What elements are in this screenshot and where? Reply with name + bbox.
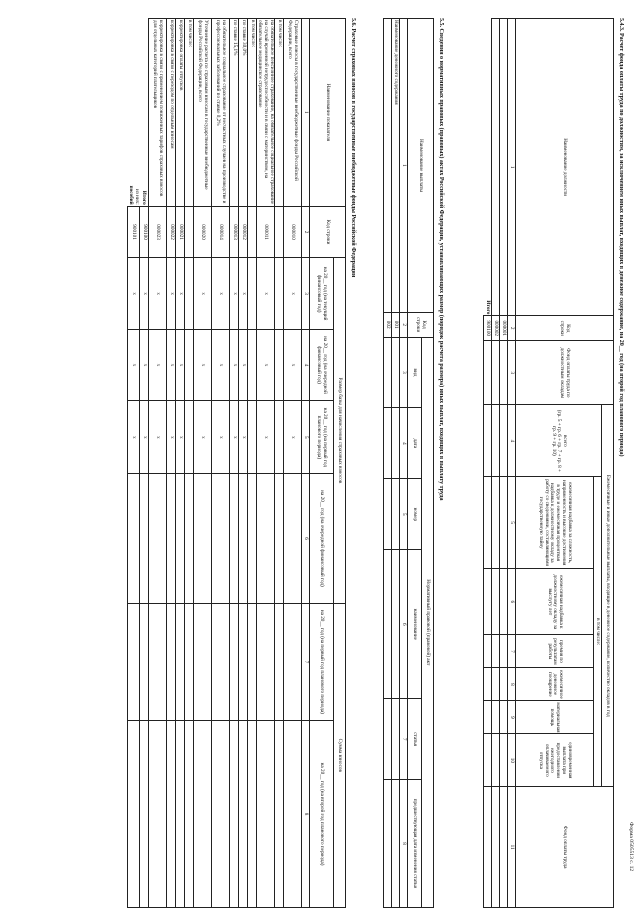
row-code [247,206,256,258]
row-name: корректировка в связи с применением пониженных тарифов страховых взносов для отдельных категорий плательщиков [148,19,166,207]
col-total [516,405,602,477]
row-name: в том числе: [247,19,256,207]
row-name: на обязательное пенсионное страхование, на обязательное социальное страхование на случай временной нетрудоспособности и в связи с материнством, на обязательное медицинское страхование [256,19,274,207]
subcol-title: наименование [408,550,422,699]
cell [392,479,400,550]
colnum: 1 [302,19,310,207]
colnum: 7 [400,699,408,780]
subcol-prior-change-date: предшествующая дата изменения статьи [408,780,422,908]
subcol-next-year-2: на 20__ год (на очередной финансовый год) [310,474,334,603]
value-cell [275,603,284,720]
value-cell: x [211,258,229,329]
value-cell [247,474,256,603]
subcol-plan-year-1: на 20__ год (на первый год планового периода) [310,401,334,474]
value-cell [127,474,139,603]
row-code: 000010 [284,206,302,258]
colnum: 3 [302,258,310,329]
table-row [247,19,256,908]
table-row [256,19,274,908]
value-cell [139,474,148,603]
fot-table [483,18,614,908]
row-code: 000014 [211,206,229,258]
col-contrib: Сумма взносов [334,603,346,907]
table-row [184,19,193,908]
cell [384,337,392,408]
cell [500,668,508,701]
value-cell [275,329,284,400]
value-cell [166,603,175,720]
acts-col-numbers [400,19,408,908]
cell [492,734,500,787]
cell [392,780,400,908]
value-cell: x [238,329,247,400]
table-row [492,19,500,908]
cell [500,787,508,908]
col-fund: Фонд оплаты труда [516,787,614,908]
value-cell: x [193,258,211,329]
subcol-material-aid: материальная помощь [516,701,594,734]
value-cell: x [148,258,166,329]
cell [484,701,492,734]
subcol-current-year: на 20__ год (на текущий финансовый год) [310,258,334,329]
row-code: 000020 [193,206,211,258]
total-row [139,19,148,908]
value-cell [284,603,302,720]
value-cell [275,258,284,329]
colnum: 8 [302,721,310,908]
row-code: 000013 [229,206,238,258]
row-name: корректировка в связи с переходом по отдельным взносам [166,19,175,207]
value-cell [229,603,238,720]
value-cell: x [127,401,139,474]
value-cell [139,603,148,720]
value-cell: x [139,329,148,400]
colnum: 9 [508,701,516,734]
total-row [484,19,492,908]
value-cell [256,603,274,720]
row-name: в том числе: [184,19,193,207]
colnum: 3 [508,341,516,405]
value-cell [275,401,284,474]
section-543-title: 5.4.3. Расчет фонда оплаты труда по должностям, за исключением иных выплат, входящих в денежное содержание, на 20__ год (на второй год планового периода) [618,18,624,457]
cell [384,780,392,908]
value-cell [175,603,184,720]
cell [392,699,400,780]
table-row [166,19,175,908]
row-code: 000002 [492,316,500,341]
row-name: корректировка оплаты отпусков [175,19,184,207]
colnum: 2 [400,312,408,337]
value-cell: x [193,329,211,400]
col-fot-rates: Фонд оплаты труда по должностным окладам [516,341,614,405]
colnum: 5 [508,477,516,569]
row-code [275,206,284,258]
value-cell [229,721,238,908]
value-cell [175,474,184,603]
value-cell: x [284,329,302,400]
subcol-plan-year-1-2: на 20__ год (на первый год планового периода) [310,603,334,720]
total-label: Итого [485,300,492,315]
cell [500,341,508,405]
subcol-monthly-incentive: ежемесячное денежное поощрение [516,668,594,701]
value-cell [184,721,193,908]
subcol-next-year: на 20__ год (на очередной финансовый год) [310,329,334,400]
value-cell: x [175,329,184,400]
value-cell: x [148,401,166,474]
colnum: 8 [400,780,408,908]
value-cell [193,603,211,720]
value-cell [256,474,274,603]
value-cell [211,721,229,908]
row-name: Уточнение расчета по страховым взносам в государственные внебюджетные фонды Российской Федерации, всего [193,19,211,207]
form-code: Форма 0505513 с. 12 [628,822,634,872]
value-cell [184,603,193,720]
col-base: Размер базы для начисления страховых взносов [334,258,346,603]
cell [492,341,500,405]
colnum: 6 [508,569,516,635]
table-row [284,19,302,908]
cell [492,668,500,701]
value-cell: x [284,401,302,474]
value-cell: x [211,401,229,474]
including-label [127,19,139,207]
row-name: по ставке 15,1% [229,19,238,207]
cell [384,699,392,780]
table-row [211,19,229,908]
value-cell: x [229,258,238,329]
col-row-code: Код строки [516,316,614,341]
row-name: в том числе: [275,19,284,207]
subcol-article: статья [408,699,422,780]
subcol-vacation-payment: единовременная выплата при предоставлении ежегодного оплачиваемого отпуска [516,734,594,787]
table-row [193,19,211,908]
col-including: в том числе: [594,477,602,787]
col-payment-name: Наименование выплаты [408,19,434,313]
col-total-formula: (гр. 5 + гр. 6 + гр. 7 + гр. 8 + гр. 9 + гр. 10) [550,409,563,472]
value-cell: x [284,258,302,329]
acts-table [383,18,434,908]
total-code: 900100 [139,206,148,258]
value-cell: x [127,329,139,400]
value-cell: x [229,401,238,474]
value-cell [247,721,256,908]
value-cell [127,603,139,720]
colnum: 1 [508,19,516,316]
value-cell [211,603,229,720]
value-cell: x [166,401,175,474]
colnum: 6 [400,550,408,699]
value-cell [184,474,193,603]
colnum: 7 [302,603,310,720]
colnum: 4 [302,329,310,400]
value-cell: x [139,401,148,474]
value-cell [247,603,256,720]
value-cell: x [211,329,229,400]
colnum: 11 [508,787,516,908]
total-label: Итого [141,190,148,205]
value-cell [184,258,193,329]
row-name: Страховые взносы в государственные внебюджетные фонды Российской Федерации, всего [284,19,302,207]
value-cell: x [166,258,175,329]
row-code: 001 [392,312,400,337]
cell [484,635,492,668]
incl-code: 900101 [127,206,139,258]
colnum: 1 [400,19,408,313]
col-additional-payments: Ежемесячные и иные дополнительные выплаты, входящие в денежное содержание, количество окладов в год [602,405,614,787]
value-cell [247,258,256,329]
col-total-label: всего [562,435,569,447]
value-cell [184,401,193,474]
row-name: Наименование денежного содержания [392,19,400,313]
row-name [384,19,392,313]
row-code: 000023 [148,206,166,258]
value-cell: x [238,401,247,474]
subcol-kind: вид [408,337,422,408]
table-row [500,19,508,908]
value-cell [284,474,302,603]
value-cell [247,329,256,400]
value-cell [229,474,238,603]
cell [484,341,492,405]
value-cell [284,721,302,908]
cell [492,477,500,569]
value-cell: x [175,401,184,474]
cell [484,787,492,908]
cell [492,19,500,316]
value-cell [238,603,247,720]
value-cell: x [175,258,184,329]
table-row [392,19,400,908]
cell [392,337,400,408]
row-name: по ставке 30,0% [238,19,247,207]
row-code: 002 [384,312,392,337]
col-row-code: Код строки [408,312,434,337]
value-cell [175,721,184,908]
cell [492,787,500,908]
row-name: на обязательное социальное страхование от несчастных случаев на производстве и профессиональных заболеваний по ставке 0,2% [211,19,229,207]
contrib-col-numbers [302,19,310,908]
cell [484,477,492,569]
colnum: 4 [508,405,516,477]
colnum: 5 [400,479,408,550]
value-cell: x [256,401,274,474]
table-row [384,19,392,908]
value-cell [238,474,247,603]
colnum: 5 [302,401,310,474]
cell [500,477,508,569]
cell [392,408,400,479]
row-code [184,206,193,258]
table-row [175,19,184,908]
row-code: 000012 [238,206,247,258]
colnum: 6 [302,474,310,603]
value-cell [238,721,247,908]
cell [484,405,492,477]
cell [492,701,500,734]
value-cell [166,474,175,603]
cell [492,569,500,635]
value-cell [275,474,284,603]
col-position-name: Наименование должности [516,19,614,316]
cell [500,635,508,668]
contributions-body [127,19,301,908]
col-indicator-name: Наименование показателя [310,19,346,207]
value-cell [184,329,193,400]
value-cell [275,721,284,908]
cell [492,405,500,477]
cell [484,734,492,787]
value-cell: x [148,329,166,400]
row-code: 000001 [500,316,508,341]
value-cell: x [193,401,211,474]
subcol-plan-year-2: на 20__ год (на второй год планового периода) [310,721,334,908]
colnum: 3 [400,337,408,408]
fot-col-numbers [508,19,516,908]
value-cell [148,721,166,908]
cell [484,668,492,701]
value-cell [166,721,175,908]
value-cell [211,474,229,603]
cell [500,19,508,316]
section-56-title: 5.6. Расчет страховых взносов в государственные внебюджетные фонды Российской Федерации [350,18,356,278]
table-row [229,19,238,908]
subcol-date: дата [408,408,422,479]
subcol-complexity-bonus: ежемесячная надбавка за сложность, напряженность и высокие достижения в труде и ежемесячная процентная надбавка к должностному окладу за работу со сведениями, составляющими государственную тайну [516,477,594,569]
table-row [148,19,166,908]
colnum: 2 [508,316,516,341]
value-cell: x [238,258,247,329]
value-cell [247,401,256,474]
value-cell: x [127,258,139,329]
incl-sub: пособий [128,185,135,205]
value-cell [127,721,139,908]
subcol-seniority-bonus: ежемесячная надбавка к должностному окладу за выслугу лет [516,569,594,635]
colnum: 10 [508,734,516,787]
col-legal-act: Нормативный правовой (правовой) акт [422,337,434,907]
including-row [127,19,139,908]
subcol-performance-bonus: премия по результатам работы [516,635,594,668]
colnum: 4 [400,408,408,479]
value-cell [193,721,211,908]
subcol-number: номер [408,479,422,550]
table-row [275,19,284,908]
row-code: 000022 [166,206,175,258]
value-cell: x [229,329,238,400]
cell [384,479,392,550]
value-cell [256,721,274,908]
cell [500,734,508,787]
cell [384,550,392,699]
value-cell: x [256,258,274,329]
colnum: 8 [508,668,516,701]
value-cell [148,474,166,603]
value-cell [139,721,148,908]
incl-label: из них: [133,188,140,205]
value-cell [193,474,211,603]
contributions-table [127,18,346,908]
cell [392,550,400,699]
colnum: 7 [508,635,516,668]
cell [500,569,508,635]
row-code: 000011 [256,206,274,258]
table-row [238,19,247,908]
cell [492,635,500,668]
cell [384,408,392,479]
value-cell: x [256,329,274,400]
value-cell: x [139,258,148,329]
cell [484,569,492,635]
section-55-title: 5.5. Сведения о нормативных правовых (правовых) актах Российской Федерации, устанавливающих размер (порядок расчета размера) иных выплат, входящих в выплату труда [438,18,444,501]
cell [500,701,508,734]
total-code: 900100 [484,316,492,341]
row-code: 000021 [175,206,184,258]
value-cell [148,603,166,720]
col-row-code: Код строки [310,206,346,258]
cell [500,405,508,477]
colnum: 2 [302,206,310,258]
value-cell: x [166,329,175,400]
